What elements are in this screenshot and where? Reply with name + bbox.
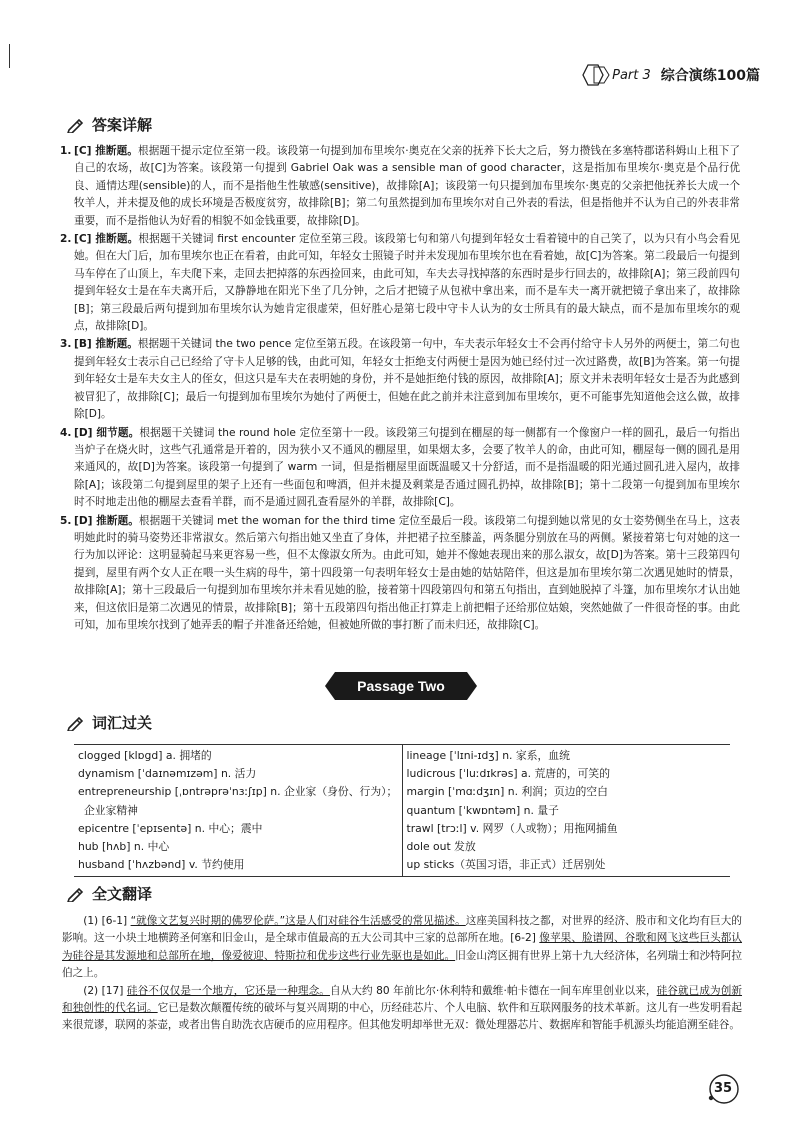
vocab-entry: lineage [ˈlɪni-ɪdʒ] n. 家系，血统 [406, 749, 570, 762]
answer-item-2 [60, 231, 740, 335]
vocab-entry: up sticks（英国习语，非正式）迁居别处 [406, 858, 606, 872]
vocab-entry: epicentre [ˈepɪsentə] n. 中心；震中 [78, 821, 263, 835]
answer-number: 1. [60, 145, 72, 157]
margin-mark [9, 44, 10, 68]
vocab-entry: quantum [ˈkwɒntəm] n. 量子 [406, 803, 559, 817]
vocab-heading [66, 712, 152, 733]
answer-number: 5. [60, 514, 72, 527]
answer-text: 根据题干关键词 the two pence 定位至第五段。在该段第一句中，车夫表示年轻女士不会再付给守卡人另外的两便士，第二句也提到年轻女士表示自己已经给了守卡人足够的钱，由此可知，年轻女士拒绝支付两便士是因为她已经付过一次过路费，故[B]为答案。第一句提到年轻女士是车夫女主人的侄女，但这只是车夫在表明她的身份，并不是她拒绝付钱的原因，故排除[A]；原文并未表明年轻女士是否为此感到被冒犯了，故排除[C]；最后一句提到加布里埃尔为她付了两便士，但她在此之前并未注意到加布里埃尔，更不可能事先知道他会这么做，故排除[D]。 [74, 338, 741, 421]
answer-text: 根据题干提示定位至第一段。该段第一句提到加布里埃尔·奥克在父亲的抚养下长大之后，努力攒钱在多塞特郡诺科姆山上租下了自己的农场，故[C]为答案。该段第一句提到 Gabriel Oak was a sensible man of good character，这是指加布里埃尔·奥克是个品行优良、通情达理(sensible)的人，而不是指他生性敏感(sensitive)，故排除[A]；该段第一句只提到加布里埃尔·奥克的父亲把他抚养长大成一个牧羊人，并未提及他的成长环境是否极度贫穷，故排除[B]；第二句虽然提到加布里埃尔对自己外表的看法，但是指他并不认为自己的外表非常重要，而不是指他认为好看的相貌不如金钱重要，故排除[D]。 [74, 145, 740, 227]
translation-segment-underlined: “就像文艺复兴时期的佛罗伦萨。”这是人们对硅谷生活感受的常见描述。 [130, 915, 466, 927]
vocab-entry: dynamism [ˈdaɪnəmɪzəm] n. 活力 [78, 767, 257, 781]
vocab-entry: hub [hʌb] n. 中心 [78, 840, 170, 854]
pen-icon [66, 117, 86, 133]
translation-heading [66, 883, 152, 904]
translation-paragraph-2 [62, 983, 742, 1035]
answer-text: 根据题干关键词 first encounter 定位至第三段。该段第七句和第八句提到年轻女士看着镜中的自己笑了，以为只有小鸟会看见她。但在大门后，加布里埃尔也正在看着，由此可知，年轻女士照镜子时并未发现加布里埃尔也在看着她，故[C]为答案。第二段最后一句提到马车停在了山顶上，车夫爬下来，走回去把掉落的东西捡回来，由此可知，车夫去寻找掉落的东西时是步行回去的，故排除[A]；第三段前四句提到年轻女士是在车夫离开后，又静静地在阳光下坐了几分钟，之后才把镜子从包袱中拿出来，而不是车夫一离开就把镜子拿出来了，故排除[B]；第三段最后两句提到加布里埃尔认为她肯定很虚荣，但好胜心是第七段中守卡人认为的女士所具有的最大缺点，而不是加布里埃尔的观点，故排除[D]。 [74, 233, 740, 333]
vocab-entry: clogged [klɒgd] a. 拥堵的 [78, 749, 212, 762]
translation-segment: 它已是数次颠覆传统的破坏与复兴周期的中心，历经硅芯片、个人电脑、软件和互联网服务的技术革新。这儿有一些发明看起来很荒谬，联网的茶壶，或者出售自助洗衣店硬币的应用程序。但其他发明却举世无双：微处理器芯片、数据库和智能手机源头均能追溯至硅谷。 [62, 1002, 743, 1032]
vocab-table [74, 744, 730, 877]
answer-tag: [D] 推断题。 [74, 514, 139, 527]
answer-number: 2. [60, 233, 72, 246]
hexagon-decoration-icon [582, 64, 610, 86]
answers-heading [66, 114, 152, 135]
translation-paragraph-1 [62, 913, 742, 983]
answer-text: 根据题干关键词 met the woman for the third time 定位至最后一段。该段第二句提到她以常见的女士姿势侧坐在马上，这表明她此时的骑马姿势还非常淑女。然后第六句指出她又坐直了身体，并把裙子拉至膝盖，两条腿分别放在马的两侧。紧接着第七句对她的这一行为加以评论：这明显骑起马来更容易一些，但不太像淑女所为。由此可知，她并不像她表现出来的那么淑女，故[D]为答案。第十三段第四句提到，屋里有两个女人正在喂一头生病的母牛，第十四段第一句表明年轻女士是由她的姑姑陪伴，但这是加布里埃尔第二次遇见她时的情景，故排除[A]；第十三段最后一句提到加布里埃尔并未看见她的脸，接着第十四段第四句和第五句指出，直到她脱掉了斗篷，加布里埃尔才认出她来，但这依旧是第二次遇见的情景，故排除[B]；第十五段第四句指出他正打算走上前把帽子还给那位姑娘，突然她做了一件很奇怪的事。由此可知，加布里埃尔找到了她弄丢的帽子并准备还给她，但被她所做的事打断了而未归还，故排除[C]。 [74, 514, 740, 631]
answers-heading-text: 答案详解 [92, 116, 153, 134]
translation-body [62, 913, 742, 1035]
translation-segment-underlined: 硅谷就已成为创新和独创性的代名词。 [62, 984, 743, 1015]
page-number: 35 [713, 1081, 733, 1096]
pen-icon [66, 886, 86, 902]
answer-item-5 [60, 513, 740, 635]
answer-tag: [B] 推断题。 [74, 338, 138, 351]
translation-segment: 自从大约 80 年前比尔·休利特和戴维·帕卡德在一间车库里创业以来， [329, 984, 657, 997]
vocab-entry: ludicrous [ˈluːdɪkrəs] a. 荒唐的，可笑的 [406, 767, 611, 781]
translation-segment: (2) [17] [83, 984, 127, 997]
answer-item-1 [60, 143, 740, 230]
vocab-column-right [403, 745, 731, 876]
vocab-entry: margin [ˈmɑːdʒɪn] n. 利润；页边的空白 [406, 785, 608, 799]
pen-icon [66, 715, 86, 731]
answer-number: 4. [60, 426, 72, 439]
passage-banner-label: Passage Two [357, 678, 445, 694]
vocab-heading-text: 词汇过关 [92, 714, 153, 732]
answer-item-3 [60, 336, 740, 423]
vocab-entry: entrepreneurship [ˌɒntrəprəˈnɜːʃɪp] n. 企业家（身份、行为）； [78, 785, 398, 799]
answer-number: 3. [60, 338, 72, 351]
answer-tag: [C] 推断题。 [74, 233, 139, 246]
translation-segment: (1) [6-1] [83, 915, 131, 927]
vocab-entry: trawl [trɔːl] v. 网罗（人或物）；用拖网捕鱼 [406, 821, 618, 835]
translation-segment-underlined: 硅谷不仅仅是一个地方，它还是一种理念。 [126, 984, 330, 997]
translation-segment: 这座美国科技之都，对世界的经济、股市和文化均有巨大的影响。这一小块土地横跨圣何塞和旧金山，是全球市值最高的五大公司其中三家的总部所在地。[6-2] [62, 915, 743, 945]
answer-item-4 [60, 425, 740, 512]
answer-explanations [60, 143, 740, 635]
answer-text: 根据题干关键词 the round hole 定位至第十一段。该段第三句提到在棚屋的每一侧都有一个像窗户一样的圆孔，最后一句指出当炉子在烧火时，这些气孔通常是开着的，因为狭小又不通风的棚屋里，如果烟太多，会要了牧羊人的命，由此可知，棚屋每一侧的圆孔是用来通风的，故[D]为答案。该段第一句提到了 warm 一词，但是指棚屋里面既温暖又十分舒适，而不是指温暖的阳光通过圆孔进入屋内，故排除[A]；该段第二句提到屋里的架子上还有一些面包和啤酒，但并未提及剩菜是否通过圆孔扔掉，故排除[B]；第十二段第一句提到加布里埃尔时不时地走出他的棚屋去查看羊群，而不是通过圆孔查看屋外的羊群，故排除[C]。 [74, 426, 741, 509]
translation-heading-text: 全文翻译 [92, 885, 153, 903]
vocab-entry-continued: 企业家精神 [84, 803, 138, 817]
translation-segment: 旧金山湾区拥有世界上第十九大经济体，名列瑞士和沙特阿拉伯之上。 [62, 949, 742, 980]
book-title: 综合演练100篇 [660, 68, 760, 84]
vocab-column-left [74, 745, 403, 876]
running-header [582, 62, 760, 88]
answer-tag: [C] 推断题。 [74, 145, 138, 157]
answer-tag: [D] 细节题。 [74, 426, 140, 439]
vocab-entry: husband [ˈhʌzbənd] v. 节约使用 [78, 858, 245, 872]
vocab-entry: dole out 发放 [406, 840, 476, 854]
translation-segment-underlined: 像苹果、脸谱网、谷歌和网飞这些巨头都认为硅谷是其发源地和总部所在地，像爱彼迎、特斯拉和优步这些行业先驱也是如此。 [62, 932, 743, 962]
part-label: Part 3 [612, 67, 651, 83]
